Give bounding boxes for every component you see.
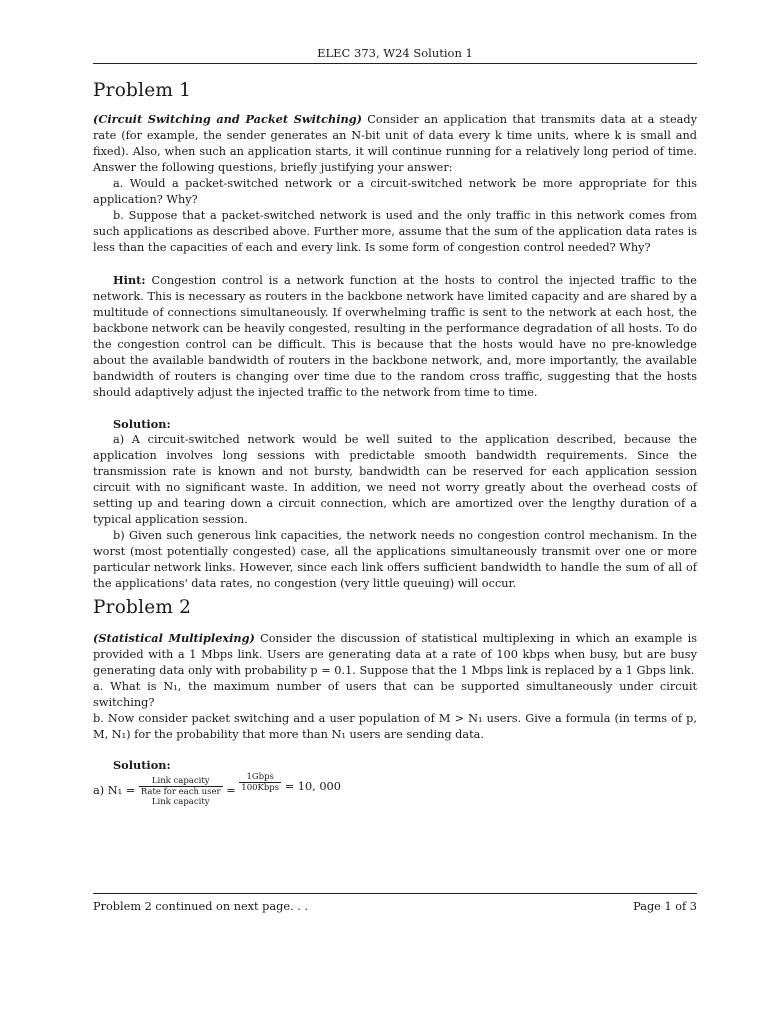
fraction-link-capacity	[139, 776, 223, 807]
problem-1-hint	[93, 272, 697, 401]
fraction-2-numerator: 1Gbps	[239, 772, 281, 783]
problem-1-question-b: b. Suppose that a packet-switched network is used and the only traffic in this network comes from such applications as described above. Further more, assume that the sum of the application data rates is less than the capacities of each and every link. Is some form of congestion control needed? Why?	[93, 209, 697, 254]
solution-label: Solution:	[113, 417, 171, 431]
problem-2-heading: Problem 2	[93, 597, 192, 618]
fraction-2-denominator: 100Kbps	[241, 783, 280, 793]
n1-formula	[93, 772, 493, 812]
fraction-1-subdenominator: Link capacity	[151, 796, 210, 807]
running-header: ELEC 373, W24 Solution 1	[317, 46, 473, 60]
problem-2-statement	[93, 630, 697, 743]
problem-2-question-b: b. Now consider packet switching and a user population of M > N₁ users. Give a formula (in terms of p, M, N₁) for the probability that more than N₁ users are sending data.	[93, 712, 697, 741]
solution-a: a) A circuit-switched network would be well suited to the application described, because the application involves long sessions with predictable smooth bandwidth requirements. Since the transmission rate is known and not bursty, bandwidth can be reserved for each application session circuit with no significant waste. In addition, we need not worry greatly about the overhead costs of setting up and tearing down a circuit connection, which are amortized over the lengthy duration of a typical application session.	[93, 433, 697, 526]
problem-1-solution	[93, 416, 697, 592]
header-rule	[93, 63, 697, 64]
footer-rule	[93, 893, 697, 894]
continued-note: Problem 2 continued on next page. . .	[93, 900, 308, 913]
page-number: Page 1 of 3	[633, 900, 697, 913]
problem-2-topic: (Statistical Multiplexing)	[93, 631, 255, 645]
problem-2-solution	[93, 757, 697, 773]
solution-label-2: Solution:	[113, 758, 171, 772]
problem-1-heading: Problem 1	[93, 80, 192, 101]
hint-label: Hint:	[113, 273, 146, 287]
problem-2-question-a: a. What is N₁, the maximum number of users that can be supported simultaneously under circuit switching?	[93, 680, 697, 709]
fraction-gbps	[239, 772, 281, 793]
fraction-1-denominator: Rate for each user	[140, 786, 221, 797]
problem-1-topic: (Circuit Switching and Packet Switching)	[93, 112, 362, 126]
formula-equals: =	[226, 784, 236, 797]
problem-2-intro: Consider the discussion of statistical multiplexing in which an example is provided with a 1 Mbps link. Users are generating data at a rate of 100 kbps when busy, but are busy generating data only with probability p = 0.1. Suppose that the 1 Mbps link is replaced by a 1 Gbps link.	[93, 632, 697, 677]
problem-1-question-a: a. Would a packet-switched network or a circuit-switched network be more appropriate for this application? Why?	[93, 177, 697, 206]
problem-1-intro: Consider an application that transmits data at a steady rate (for example, the sender generates an N-bit unit of data every k time units, where k is small and fixed). Also, when such an application starts, it will continue running for a relatively long period of time. Answer the following questions, briefly justifying your answer:	[93, 113, 697, 174]
hint-text: Congestion control is a network function at the hosts to control the injected traffic to the network. This is necessary as routers in the backbone network have limited capacity and are shared by a multitude of connections simultaneously. If overwhelming traffic is sent to the network at each host, the backbone network can be heavily congested, resulting in the performance degradation of all hosts. To do the congestion control can be difficult. This is because that the hosts would have no pre-knowledge about the available bandwidth of routers in the backbone network, and, more importantly, the available bandwidth of routers is changing over time due to the random cross traffic, suggesting that the hosts should adaptively adjust the injected traffic to the network from time to time.	[93, 274, 697, 399]
solution-b: b) Given such generous link capacities, the network needs no congestion control mechanism. In the worst (most potentially congested) case, all the applications simultaneously transmit over one or more particular network links. However, since each link offers sufficient bandwidth to handle the sum of all of the applications' data rates, no congestion (very little queuing) will occur.	[93, 529, 697, 590]
formula-prefix: a) N₁ =	[93, 784, 136, 797]
problem-1-statement	[93, 111, 697, 256]
formula-result: = 10, 000	[284, 780, 341, 793]
fraction-1-numerator: Link capacity	[139, 776, 223, 787]
